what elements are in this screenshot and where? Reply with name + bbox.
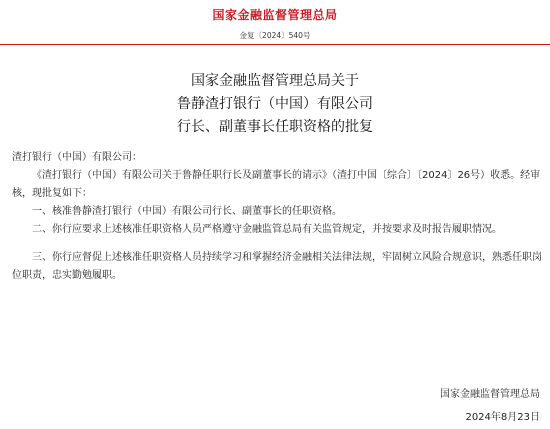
title-line-1: 国家金融监督管理总局关于 [191,73,359,89]
document-number: 金复〔2024〕540号 [239,31,311,40]
paragraph-item-3: 三、你行应督促上述核准任职资格人员持续学习和掌握经济金融相关法律法规，牢固树立风险合规意识，熟悉任职岗位职责，忠实勤勉履职。 [12,252,542,281]
signature-date: 2024年8月23日 [465,412,540,423]
title-line-3: 行长、副董事长任职资格的批复 [177,119,373,135]
signature-org: 国家金融监督管理总局 [440,389,540,400]
signature-block [440,383,540,429]
paragraph-item-1: 一、核准鲁静渣打银行（中国）有限公司行长、副董事长的任职资格。 [32,206,342,217]
red-divider-line [0,44,550,45]
issuer-header: 国家金融监督管理总局 [212,8,338,22]
salutation: 渣打银行（中国）有限公司： [12,152,142,163]
title-line-2: 鲁静渣打银行（中国）有限公司 [177,96,373,112]
document-title [0,70,550,139]
paragraph-item-2: 二、你行应要求上述核准任职资格人员严格遵守金融监管总局有关监管规定，并按要求及时报告履职情况。 [32,224,502,235]
document-body [12,149,542,285]
paragraph-spacer [12,239,542,249]
paragraph-request: 《渣打银行（中国）有限公司关于鲁静任职行长及副董事长的请示》（渣打中国〔综合〕〔2024〕26号）收悉。经审核，现批复如下： [12,170,541,199]
